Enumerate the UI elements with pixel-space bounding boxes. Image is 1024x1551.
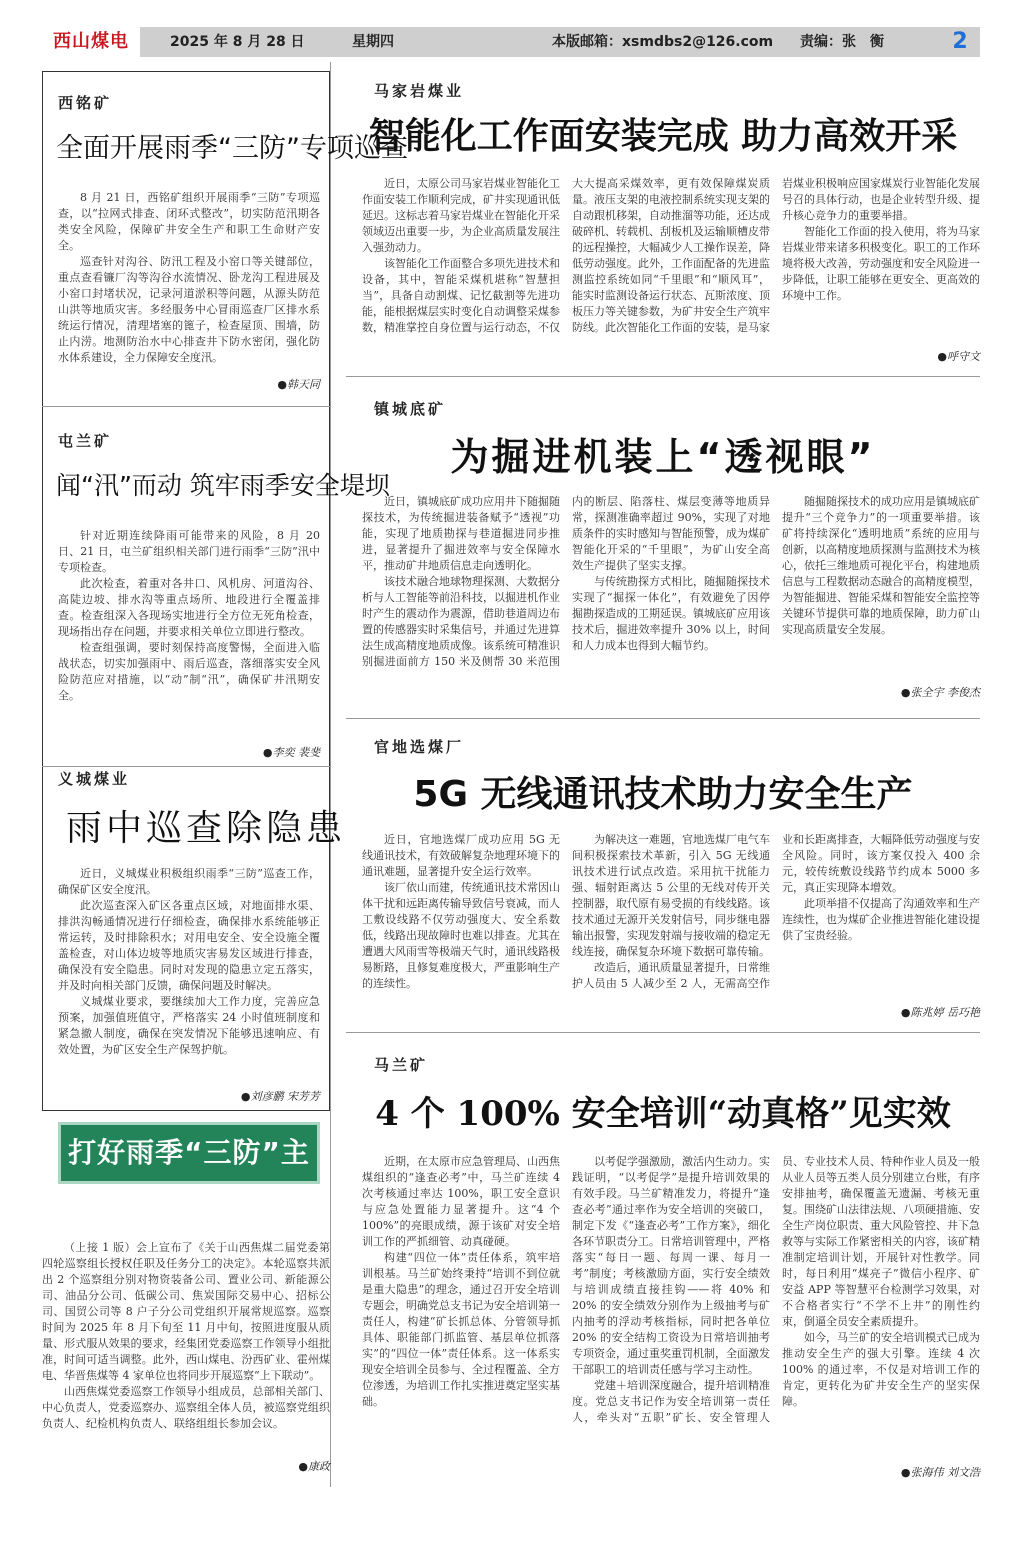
paragraph: 该技术融合地球物理探测、大数据分析与人工智能等前沿科技，以掘进机作业时产生的震动作为震源，借助巷道周边布置的传感器实时采集信号，并通过先进算法生成高精度地质成像。该系统可精准识别掘进面前方 150 米及侧帮 30 米范围内的断层、陷落柱、煤层变薄等地质异常，探测准确率超过 90%，实现了对地质条件的实时感知与智能预警，成为煤矿智能化开采的“千里眼”，为矿山安全高效生产提供了坚实支撑。 — [362, 495, 770, 668]
article-byline: ●韩天同 — [277, 378, 320, 391]
paragraph: 义城煤业要求，要继续加大工作力度，完善应急预案，加强值班值守，严格落实 24 小时值班制度和紧急撤人制度，确保在突发情况下能够迅速响应、有效处置，为矿区安全生产保驾护航。 — [58, 995, 320, 1056]
paragraph: 改造后，通讯质量显著提升，日常维护人员由 5 人减少至 2 人，无需高空作业和长距离排查，大幅降低劳动强度与安全风险。同时，该方案仅投入 400 余元，较传统敷设线路节约成本 5000 多元，真正实现降本增效。 — [572, 833, 980, 990]
article-source: 屯兰矿 — [58, 432, 113, 450]
paragraph: 随掘随探技术的成功应用是镇城底矿提升“三个竞争力”的一项重要举措。该矿将持续深化“透明地质”系统的应用与创新，以高精度地质探测与监测技术为核心，依托三维地质可视化平台，构建地质信息与工程数据动态融合的高精度模型，为智能掘进、智能采煤和智能安全监控等关键环节提供可靠的地质保障，助力矿山实现高质量安全发展。 — [782, 495, 980, 636]
paragraph: 检查组强调，要时刻保持高度警惕，全面进入临战状态，切实加强雨中、雨后巡查，落细落实安全风险防范应对措施，以“动”制“汛”，确保矿井汛期安全。 — [58, 641, 320, 702]
article-byline: ●呼守文 — [937, 350, 980, 363]
paragraph: 智能化工作面的投入使用，将为马家岩煤业带来诸多积极变化。职工的工作环境将极大改善，劳动强度和安全风险进一步降低，让职工能够在更安全、更高效的环境中工作。 — [782, 225, 980, 302]
paragraph: 近日，官地选煤厂成功应用 5G 无线通讯技术，有效破解复杂地理环境下的通讯难题，显著提升安全运行效率。 — [362, 833, 560, 878]
paragraph: 如今，马兰矿的安全培训模式已成为推动安全生产的强大引擎。连续 4 次 100% 的通过率，不仅是对培训工作的肯定，更转化为矿井安全生产的坚实保障。 — [782, 1331, 980, 1408]
continued-article-body — [42, 1240, 330, 1432]
issue-date: 2025 年 8 月 28 日 — [170, 34, 305, 50]
article-title: 4 个 100% 安全培训“动真格”见实效 — [375, 1094, 951, 1134]
article-byline: ●李奕 裴斐 — [262, 746, 320, 759]
paragraph: 近日，太原公司马家岩煤业智能化工作面安装工作顺利完成，矿井实现通讯低延迟。这标志着马家岩煤业在智能化开采领域迈出重要一步，为企业高质量发展注入强劲动力。 — [362, 177, 560, 254]
paragraph: 为解决这一难题，官地选煤厂电气车间积极探索技术革新，引入 5G 无线通讯技术进行试点改造。采用抗干扰能力强、辐射距离达 5 公里的无线对传开关控制器，取代原有易受损的有线线路。该技术通过无源开关发射信号，同步继电器输出报警，实现发射端与接收端的稳定无线连接，确保复杂环境下数据可靠传输。 — [572, 833, 770, 958]
article-title: 智能化工作面安装完成 助力高效开采 — [368, 116, 958, 157]
paragraph: 近期，在太原市应急管理局、山西焦煤组织的“逢查必考”中，马兰矿连续 4 次考核通过率达 100%，职工安全意识与应急处置能力显著提升。这“4 个 100%”的亮眼成绩，源于该矿对安全培训工作的严抓细管、动真碰硬。 — [362, 1155, 560, 1248]
divider — [346, 1032, 980, 1033]
paragraph: 与传统勘探方式相比，随掘随探技术实现了“掘探一体化”，有效避免了因停掘勘探造成的工期延误。镇城底矿应用该技术后，掘进效率提升 30% 以上，时间和人力成本也得到大幅节约。 — [572, 575, 770, 652]
page-number: 2 — [952, 29, 968, 54]
masthead-logo: 西山煤电 — [42, 27, 140, 57]
divider — [346, 718, 980, 719]
issue-weekday: 星期四 — [352, 34, 394, 50]
article-source: 马兰矿 — [374, 1056, 429, 1074]
paragraph: 此次巡查深入矿区各重点区域，对地面排水渠、排洪沟畅通情况进行仔细检查，确保排水系统能够正常运转，及时排除积水；对用电安全、安全设施全覆盖检查，对山体边坡等地质灾害易发区域进行排查，确保没有安全隐患。同时对发现的隐患立定五落实，并及时向相关部门反馈，确保问题及时解决。 — [58, 899, 320, 992]
paragraph: 该智能化工作面整合多项先进技术和设备，其中，智能采煤机堪称“智慧担当”，具备自动割煤、记忆截割等先进功能，能根据煤层实时变化自动调整采煤参数，精准掌控自身位置与运行动态，不仅大大提高采煤效率，更有效保障煤炭质量。液压支架的电液控制系统实现支架的自动跟机移架，自动推溜等功能，还达成破碎机、转载机、刮板机及运输顺槽皮带的远程操控，大幅减少人工操作误差，降低劳动强度。此外，工作面配备的先进监测监控系统如同“千里眼”和“顺风耳”，能实时监测设备运行状态、瓦斯浓度、顶板压力等关键参数，为矿井安全生产筑牢防线。此次智能化工作面的安装，是马家岩煤业积极响应国家煤炭行业智能化发展号召的具体行动，也是企业转型升级、提升核心竞争力的重要举措。 — [362, 177, 980, 334]
article-body — [362, 494, 980, 700]
article-source: 义城煤业 — [58, 770, 131, 788]
article-source: 马家岩煤业 — [374, 82, 465, 100]
article-title: 全面开展雨季“三防”专项巡查 — [56, 133, 408, 164]
paragraph: 巡查针对沟谷、防汛工程及小窑口等关键部位，重点查看镰厂沟等沟谷水流情况、卧龙沟工程进展及小窑口封堵状况，记录河道淤积等问题，从源头防范山洪等地质灾害。多经服务中心冒雨巡查厂区排水系统运行情况，清理堵塞的篦子，检查屋顶、围墙，防止内涝。地测防治水中心排查井下防水密闭，强化防水体系建设，全力保障安全度汛。 — [58, 255, 320, 364]
paragraph: 近日，义城煤业积极组织雨季“三防”巡查工作，确保矿区安全度汛。 — [58, 867, 320, 896]
article-source: 镇城底矿 — [374, 400, 447, 418]
paragraph: 党建＋培训深度融合，提升培训精准度。党总支书记作为安全培训第一责任人，牵头对“五职”矿长、安全管理人员、专业技术人员、特种作业人员及一般从业人员等五类人员分别建立台账，有序安排抽考，确保覆盖无遗漏、考核无重复。围绕矿山法律法规、八项硬措施、安全生产岗位职责、重大风险管控、井下急救等与实际工作紧密相关的内容，该矿精准制定培训计划，开展针对性教学。同时，每日利用“煤亮子”微信小程序、矿安益 APP 等智慧平台检测学习效果，对不合格者实行“不学不上井”的刚性约束，倒逼全员安全素质提升。 — [572, 1155, 980, 1424]
column-divider — [330, 62, 331, 1487]
article-body — [362, 832, 980, 1022]
article-body — [58, 190, 320, 366]
article-body — [58, 866, 320, 1058]
paragraph: 以考促学强激励，激活内生动力。实践证明，“以考促学”是提升培训效果的有效手段。马兰矿精准发力，将提升“逢查必考”通过率作为安全培训的突破口，制定下发《“逢查必考”工作方案》，细化各环节职责分工。日常培训管理中，严格落实“每日一题、每周一课、每月一考”制度；考核激励方面，实行安全绩效与培训成绩直接挂钩——将 40% 和 20% 的安全绩效分别作为上级抽考与矿内抽考的浮动考核指标，同时把各单位 20% 的安全结构工资设为日常培训抽考专项资金，通过重奖重罚机制，全面激发干部职工的培训责任感与学习主动性。 — [572, 1155, 770, 1376]
paragraph: 构建“四位一体”责任体系，筑牢培训根基。马兰矿始终秉持“培训不到位就是重大隐患”的理念，通过召开安全培训专题会，明确党总支书记为安全培训第一责任人，构建“矿长抓总体、分管领导抓具体、职能部门抓监管、基层单位抓落实”的“四位一体”责任体系。这一体系实现安全培训全员参与、全过程覆盖、全方位渗透，为培训工作扎实推进奠定坚实基础。 — [362, 1251, 560, 1408]
article-source: 西铭矿 — [58, 94, 113, 112]
article-body — [362, 176, 980, 368]
paragraph: 该厂依山而建，传统通讯技术常因山体干扰和远距离传输导致信号衰减，而人工敷设线路不仅劳动强度大、安全系数低，线路出现故障时也难以排查。尤其在遭遇大风雨雪等极端天气时，通讯线路极易断路，且修复难度极大，严重影响生产的连续性。 — [362, 881, 560, 990]
campaign-banner: 打好雨季“三防”主动仗 — [58, 1122, 320, 1184]
article-byline: ●张全宇 李俊杰 — [900, 686, 980, 699]
article-body — [362, 1154, 980, 1464]
paragraph: 山西焦煤党委巡察工作领导小组成员，总部相关部门、中心负责人，党委巡察办、巡察组全体人员，被巡察党组织负责人、纪检机构负责人、联络组组长参加会议。 — [42, 1385, 330, 1430]
paragraph: 8 月 21 日，西铭矿组织开展雨季“三防”专项巡查，以“拉网式排查、闭环式整改”，切实防范汛期各类安全风险，保障矿井安全生产和职工生命财产安全。 — [58, 191, 320, 252]
article-source: 官地选煤厂 — [374, 738, 465, 756]
article-title: 5G 无线通讯技术助力安全生产 — [413, 774, 913, 815]
paragraph: 此项举措不仅提高了沟通效率和生产连续性，也为煤矿企业推进智能化建设提供了宝贵经验。 — [782, 897, 980, 942]
page-editor: 责编：张 衡 — [800, 34, 884, 50]
paragraph: 此次检查，着重对各井口、风机房、河道沟谷、高陡边坡、排水沟等重点场所、地段进行全覆盖排查。检查组深入各现场实地进行全方位无死角检查，现场指出存在问题，并要求相关单位立即进行整改。 — [58, 577, 320, 638]
paragraph: 针对近期连续降雨可能带来的风险，8 月 20 日、21 日，屯兰矿组织相关部门进行雨季“三防”汛中专项检查。 — [58, 529, 320, 574]
article-title: 为掘进机装上“透视眼” — [450, 435, 876, 479]
divider — [42, 406, 330, 407]
article-title: 闻“汛”而动 筑牢雨季安全堤坝 — [56, 471, 390, 500]
divider — [42, 766, 330, 767]
article-title: 雨中巡查除隐患 — [66, 808, 347, 849]
paragraph: （上接 1 版）会上宣布了《关于山西焦煤二届党委第四轮巡察组长授权任职及任务分工的决定》。本轮巡察共派出 2 个巡察组分别对物资装备公司、置业公司、新能源公司、油品分公司、低碳公司、焦炭国际交易中心、招标公司、国贸公司等 8 户子分公司党组织开展常规巡察。巡察时间为 2025 年 8 月下旬至 11 月中旬，按照进度服从质量、形式服从效果的要求，经集团党委巡察工作领导小组批准，时间可适当调整。此外，西山煤电、汾西矿业、霍州煤电、华晋焦煤等 4 家单位也将同步开展巡察“上下联动”。 — [42, 1241, 330, 1382]
paragraph: 近日，镇城底矿成功应用井下随掘随探技术，为传统掘进装备赋予“透视”功能，实现了地质勘探与巷道掘进同步推进，显著提升了掘进效率与安全保障水平，推动矿井地质信息走向透明化。 — [362, 495, 560, 572]
page-email: 本版邮箱：xsmdbs2@126.com — [552, 34, 774, 50]
article-byline: ●刘彦鹏 宋芳芳 — [240, 1090, 320, 1103]
article-byline: ●陈兆婷 岳巧艳 — [900, 1006, 980, 1019]
article-byline: ●康政 — [298, 1460, 330, 1473]
article-byline: ●张海伟 刘文浩 — [900, 1466, 980, 1479]
article-body — [58, 528, 320, 704]
divider — [346, 376, 980, 377]
